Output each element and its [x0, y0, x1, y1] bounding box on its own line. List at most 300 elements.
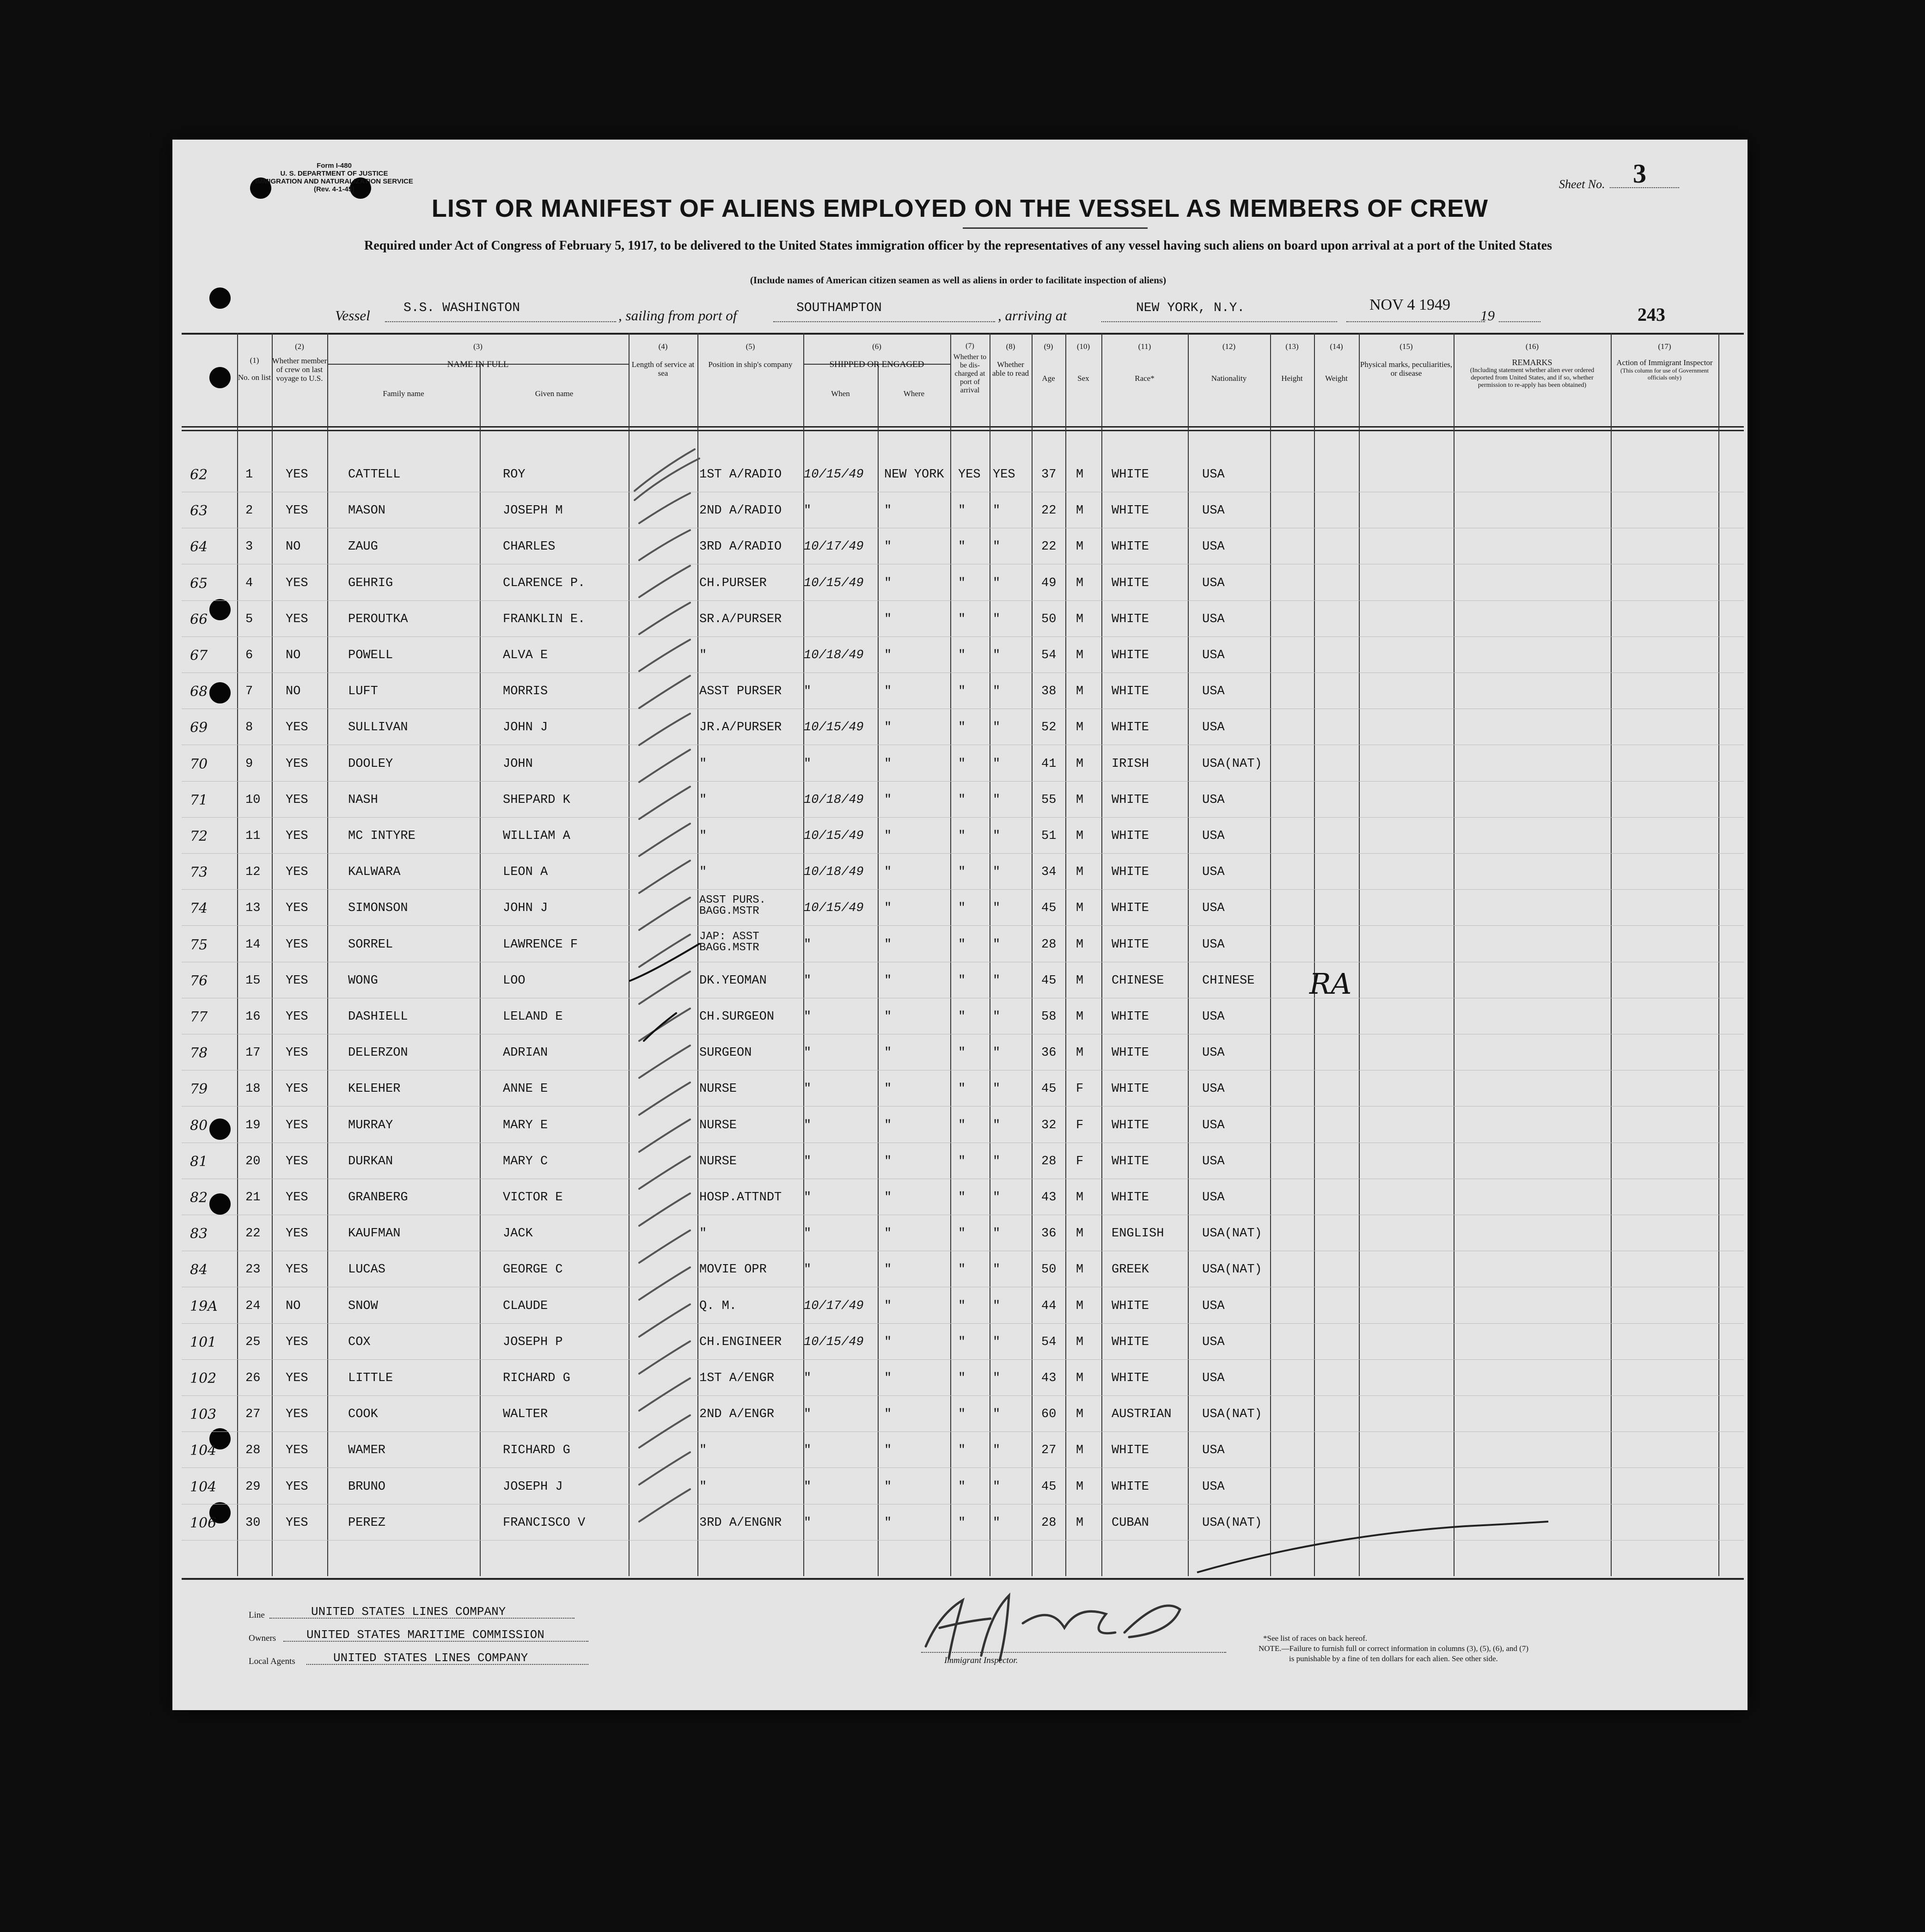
header-nationality: (12) Nationality: [1211, 342, 1247, 383]
header-race: (11) Race*: [1135, 342, 1155, 383]
row-age: 37: [1041, 468, 1057, 482]
row-given-name: CLAUDE: [503, 1299, 548, 1313]
row-age: 27: [1041, 1443, 1057, 1458]
header-where: Where: [903, 389, 925, 398]
header-age: (9) Age: [1042, 342, 1055, 383]
row-ref-number: 103: [190, 1406, 217, 1423]
row-ref-number: 84: [190, 1262, 208, 1278]
header-when: When: [831, 389, 850, 398]
row-shipped-where: ": [884, 1191, 892, 1204]
row-given-name: MARY E: [503, 1118, 548, 1132]
row-sex: M: [1076, 612, 1084, 626]
row-given-name: GEORGE C: [503, 1263, 563, 1277]
header-shipped: (6) SHIPPED OR ENGAGED: [829, 342, 924, 369]
row-ref-number: 79: [190, 1081, 208, 1098]
header-name-in-full: (3) NAME IN FULL: [447, 342, 509, 369]
row-ref-number: 62: [190, 467, 208, 483]
row-age: 28: [1041, 1154, 1057, 1168]
row-age: 28: [1041, 937, 1057, 952]
row-discharged: ": [958, 1299, 966, 1313]
row-sex: M: [1076, 540, 1084, 554]
row-last-voyage: YES: [286, 1407, 308, 1422]
row-race: WHITE: [1112, 901, 1149, 916]
row-able-read: ": [993, 648, 1001, 662]
header-discharged: (7) Whether to be dis-charged at port of arrival: [953, 342, 987, 394]
row-family-name: MASON: [348, 504, 386, 518]
row-list-number: 28: [245, 1443, 261, 1458]
row-nationality: USA: [1202, 1010, 1225, 1024]
row-shipped-where: ": [884, 865, 892, 880]
row-divider: [182, 600, 1744, 601]
form-number: Form I-480: [317, 162, 352, 170]
row-race: WHITE: [1112, 648, 1149, 662]
header-height: (13) Height: [1281, 342, 1303, 383]
row-discharged: ": [958, 612, 966, 626]
row-able-read: ": [993, 757, 1001, 771]
row-race: WHITE: [1112, 1082, 1149, 1096]
row-nationality: USA: [1202, 1480, 1225, 1494]
row-ref-number: 70: [190, 756, 208, 772]
manifest-sheet: [172, 140, 1748, 1710]
row-discharged: ": [958, 1480, 966, 1494]
row-given-name: JACK: [503, 1227, 533, 1241]
header-rule: [182, 430, 1744, 431]
row-shipped-where: ": [884, 540, 892, 554]
row-discharged: ": [958, 1191, 966, 1204]
row-ref-number: 19A: [190, 1298, 218, 1314]
row-shipped-where: ": [884, 1335, 892, 1349]
row-last-voyage: YES: [286, 1191, 308, 1204]
row-able-read: ": [993, 721, 1001, 735]
row-position: NURSE: [699, 1082, 737, 1096]
row-nationality: USA: [1202, 685, 1225, 699]
row-age: 44: [1041, 1299, 1057, 1313]
column-divider: [480, 364, 481, 1576]
row-given-name: ALVA E: [503, 648, 548, 662]
row-shipped-when: 10/15/49: [804, 576, 864, 590]
row-discharged: ": [958, 1335, 966, 1349]
row-nationality: USA: [1202, 504, 1225, 518]
row-last-voyage: YES: [286, 973, 308, 988]
row-discharged: ": [958, 757, 966, 771]
row-given-name: LAWRENCE F: [503, 937, 578, 952]
row-given-name: JOHN J: [503, 721, 548, 735]
row-discharged: ": [958, 829, 966, 843]
row-age: 49: [1041, 576, 1057, 590]
row-position: 1ST A/ENGR: [699, 1371, 775, 1385]
row-list-number: 12: [245, 865, 261, 880]
row-sex: M: [1076, 901, 1084, 916]
row-shipped-when: ": [804, 1516, 812, 1530]
row-position: 2ND A/RADIO: [699, 504, 782, 518]
row-nationality: USA(NAT): [1202, 757, 1262, 771]
row-shipped-where: ": [884, 1010, 892, 1024]
row-shipped-where: ": [884, 1118, 892, 1132]
row-sex: M: [1076, 468, 1084, 482]
row-sex: M: [1076, 757, 1084, 771]
column-divider: [1359, 333, 1360, 1576]
row-family-name: GEHRIG: [348, 576, 393, 590]
row-last-voyage: YES: [286, 1082, 308, 1096]
row-ref-number: 106: [190, 1515, 217, 1531]
inspector-rule: [921, 1652, 1226, 1653]
row-family-name: MURRAY: [348, 1118, 393, 1132]
row-race: WHITE: [1112, 468, 1149, 482]
row-nationality: USA(NAT): [1202, 1227, 1262, 1241]
penalty-note: NOTE.—Failure to furnish full or correct information in columns (3), (5), (6), and (7): [1259, 1644, 1528, 1653]
row-shipped-where: ": [884, 1227, 892, 1241]
row-nationality: USA: [1202, 1335, 1225, 1349]
row-divider: [182, 1395, 1744, 1396]
row-age: 43: [1041, 1191, 1057, 1204]
row-given-name: VICTOR E: [503, 1191, 563, 1204]
row-position: CH.SURGEON: [699, 1010, 775, 1024]
row-given-name: CLARENCE P.: [503, 576, 586, 590]
row-nationality: USA(NAT): [1202, 1516, 1262, 1530]
row-able-read: ": [993, 1263, 1001, 1277]
row-position: HOSP.ATTNDT: [699, 1191, 782, 1204]
row-position: CH.PURSER: [699, 576, 767, 590]
row-last-voyage: YES: [286, 576, 308, 590]
row-shipped-when: ": [804, 1480, 812, 1494]
row-sex: F: [1076, 1082, 1084, 1096]
department-name: U. S. DEPARTMENT OF JUSTICE: [280, 170, 388, 177]
row-family-name: DASHIELL: [348, 1010, 408, 1024]
row-shipped-when: ": [804, 973, 812, 988]
row-shipped-when: 10/17/49: [804, 1299, 864, 1313]
row-position: JAP: ASST BAGG.MSTR: [699, 930, 759, 954]
row-given-name: FRANCISCO V: [503, 1516, 586, 1530]
header-position: (5) Position in ship's company: [708, 342, 793, 369]
row-able-read: ": [993, 540, 1001, 554]
row-list-number: 21: [245, 1191, 261, 1204]
row-sex: F: [1076, 1118, 1084, 1132]
row-race: WHITE: [1112, 1191, 1149, 1204]
row-able-read: ": [993, 901, 1001, 916]
year-rule: [1499, 321, 1540, 322]
row-ref-number: 83: [190, 1226, 208, 1242]
row-discharged: ": [958, 865, 966, 880]
port-from: SOUTHAMPTON: [796, 301, 882, 315]
row-divider: [182, 781, 1744, 782]
row-race: IRISH: [1112, 757, 1149, 771]
row-position: MOVIE OPR: [699, 1263, 767, 1277]
row-shipped-when: ": [804, 1443, 812, 1458]
row-list-number: 17: [245, 1046, 261, 1060]
row-sex: M: [1076, 721, 1084, 735]
row-last-voyage: YES: [286, 1118, 308, 1132]
row-nationality: USA: [1202, 829, 1225, 843]
row-shipped-when: 10/17/49: [804, 540, 864, 554]
row-race: WHITE: [1112, 612, 1149, 626]
row-divider: [182, 817, 1744, 818]
row-race: WHITE: [1112, 1299, 1149, 1313]
row-nationality: USA(NAT): [1202, 1407, 1262, 1422]
row-shipped-when: ": [804, 1227, 812, 1241]
row-position: DK.YEOMAN: [699, 973, 767, 988]
row-last-voyage: YES: [286, 1335, 308, 1349]
row-discharged: ": [958, 1516, 966, 1530]
row-last-voyage: YES: [286, 793, 308, 807]
row-family-name: MC INTYRE: [348, 829, 416, 843]
closing-pen-stroke: [1188, 1508, 1558, 1582]
row-position: 3RD A/RADIO: [699, 540, 782, 554]
row-shipped-when: ": [804, 937, 812, 952]
row-given-name: CHARLES: [503, 540, 556, 554]
penalty-note-continued: is punishable by a fine of ten dollars for each alien. See other side.: [1289, 1654, 1498, 1663]
row-age: 34: [1041, 865, 1057, 880]
row-sex: M: [1076, 648, 1084, 662]
header-family-name: Family name: [383, 389, 424, 398]
row-family-name: DELERZON: [348, 1046, 408, 1060]
arriving-label: , arriving at: [998, 307, 1067, 324]
row-position: Q. M.: [699, 1299, 737, 1313]
port-from-rule: [773, 321, 995, 322]
row-sex: M: [1076, 937, 1084, 952]
row-list-number: 27: [245, 1407, 261, 1422]
row-last-voyage: YES: [286, 937, 308, 952]
row-discharged: ": [958, 1010, 966, 1024]
row-list-number: 2: [245, 504, 253, 518]
sheet-number: 3: [1633, 159, 1646, 189]
row-position: ": [699, 648, 707, 662]
row-race: WHITE: [1112, 540, 1149, 554]
row-age: 51: [1041, 829, 1057, 843]
row-race: WHITE: [1112, 1010, 1149, 1024]
row-shipped-when: ": [804, 757, 812, 771]
row-list-number: 20: [245, 1154, 261, 1168]
row-sex: M: [1076, 973, 1084, 988]
row-ref-number: 101: [190, 1334, 217, 1351]
row-nationality: USA: [1202, 648, 1225, 662]
form-revision: (Rev. 4-1-45): [313, 185, 355, 193]
row-nationality: USA: [1202, 1154, 1225, 1168]
row-last-voyage: YES: [286, 1046, 308, 1060]
row-age: 28: [1041, 1516, 1057, 1530]
row-shipped-where: ": [884, 829, 892, 843]
header-able-read: (8) Whether able to read: [992, 342, 1029, 378]
row-age: 55: [1041, 793, 1057, 807]
row-shipped-when: 10/18/49: [804, 793, 864, 807]
column-divider: [1065, 333, 1066, 1576]
row-list-number: 16: [245, 1010, 261, 1024]
row-last-voyage: NO: [286, 685, 301, 699]
vessel-line: [172, 296, 1748, 328]
row-able-read: ": [993, 1407, 1001, 1422]
row-last-voyage: YES: [286, 721, 308, 735]
form-identification: [251, 162, 417, 193]
row-family-name: BRUNO: [348, 1480, 386, 1494]
row-nationality: USA: [1202, 540, 1225, 554]
row-last-voyage: NO: [286, 540, 301, 554]
row-last-voyage: YES: [286, 1516, 308, 1530]
row-shipped-when: ": [804, 1154, 812, 1168]
row-race: WHITE: [1112, 576, 1149, 590]
page-subnote: (Include names of American citizen seamen as well as aliens in order to facilitate inspection of aliens): [750, 275, 1167, 286]
header-no-on-list: (1) No. on list: [238, 356, 271, 382]
row-able-read: ": [993, 865, 1001, 880]
row-family-name: LUCAS: [348, 1263, 386, 1277]
row-age: 50: [1041, 1263, 1057, 1277]
row-ref-number: 75: [190, 936, 208, 953]
row-sex: M: [1076, 1227, 1084, 1241]
row-shipped-when: ": [804, 1371, 812, 1385]
row-list-number: 22: [245, 1227, 261, 1241]
vessel-rule: [385, 321, 616, 322]
row-last-voyage: YES: [286, 829, 308, 843]
row-shipped-where: ": [884, 757, 892, 771]
row-age: 45: [1041, 973, 1057, 988]
row-divider: [182, 1431, 1744, 1432]
date-stamp: NOV 4 1949: [1369, 296, 1451, 313]
row-given-name: MORRIS: [503, 685, 548, 699]
row-race: WHITE: [1112, 793, 1149, 807]
row-position: 1ST A/RADIO: [699, 468, 782, 482]
row-age: 45: [1041, 901, 1057, 916]
row-shipped-where: ": [884, 901, 892, 916]
row-discharged: ": [958, 1227, 966, 1241]
row-age: 22: [1041, 504, 1057, 518]
row-list-number: 8: [245, 721, 253, 735]
row-shipped-when: ": [804, 685, 812, 699]
row-nationality: USA: [1202, 901, 1225, 916]
row-ref-number: 80: [190, 1117, 208, 1134]
row-family-name: DOOLEY: [348, 757, 393, 771]
row-given-name: LOO: [503, 973, 526, 988]
row-shipped-when: ": [804, 1010, 812, 1024]
row-able-read: ": [993, 1371, 1001, 1385]
row-able-read: ": [993, 504, 1001, 518]
row-age: 41: [1041, 757, 1057, 771]
row-shipped-where: NEW YORK: [884, 468, 944, 482]
row-race: WHITE: [1112, 1046, 1149, 1060]
row-discharged: ": [958, 1407, 966, 1422]
row-nationality: USA: [1202, 1082, 1225, 1096]
column-divider: [1101, 333, 1102, 1576]
port-to: NEW YORK, N.Y.: [1136, 301, 1245, 315]
row-family-name: POWELL: [348, 648, 393, 662]
row-position: ": [699, 757, 707, 771]
row-discharged: ": [958, 1154, 966, 1168]
row-position: SURGEON: [699, 1046, 752, 1060]
row-race: WHITE: [1112, 829, 1149, 843]
row-able-read: ": [993, 1443, 1001, 1458]
row-given-name: JOHN J: [503, 901, 548, 916]
row-position: ": [699, 1443, 707, 1458]
port-to-rule: [1101, 321, 1337, 322]
row-given-name: JOSEPH J: [503, 1480, 563, 1494]
row-shipped-where: ": [884, 504, 892, 518]
row-nationality: USA: [1202, 1371, 1225, 1385]
line-label: Line: [249, 1610, 265, 1620]
row-shipped-when: ": [804, 1082, 812, 1096]
row-shipped-where: ": [884, 1443, 892, 1458]
row-shipped-when: 10/18/49: [804, 865, 864, 880]
row-age: 58: [1041, 1010, 1057, 1024]
row-discharged: ": [958, 504, 966, 518]
row-age: 22: [1041, 540, 1057, 554]
row-sex: M: [1076, 865, 1084, 880]
owners-label: Owners: [249, 1633, 276, 1643]
row-able-read: ": [993, 1480, 1001, 1494]
row-race: WHITE: [1112, 721, 1149, 735]
row-shipped-when: 10/15/49: [804, 721, 864, 735]
row-sex: M: [1076, 1263, 1084, 1277]
row-age: 60: [1041, 1407, 1057, 1422]
crew-table: [182, 333, 1744, 1580]
row-able-read: ": [993, 793, 1001, 807]
row-race: CHINESE: [1112, 973, 1164, 988]
handwritten-remark: RA: [1309, 967, 1352, 1001]
row-sex: M: [1076, 1046, 1084, 1060]
row-last-voyage: YES: [286, 1263, 308, 1277]
row-nationality: USA: [1202, 1191, 1225, 1204]
owners-value: UNITED STATES MARITIME COMMISSION: [306, 1628, 544, 1642]
row-nationality: USA(NAT): [1202, 1263, 1262, 1277]
row-discharged: ": [958, 1118, 966, 1132]
row-nationality: USA: [1202, 721, 1225, 735]
header-weight: (14) Weight: [1325, 342, 1348, 383]
row-shipped-where: ": [884, 1154, 892, 1168]
row-given-name: LEON A: [503, 865, 548, 880]
row-family-name: GRANBERG: [348, 1191, 408, 1204]
column-divider: [950, 333, 951, 1576]
column-divider: [272, 333, 273, 1576]
row-list-number: 6: [245, 648, 253, 662]
row-able-read: ": [993, 1191, 1001, 1204]
row-nationality: USA: [1202, 1046, 1225, 1060]
row-shipped-where: ": [884, 1046, 892, 1060]
row-position: ASST PURS. BAGG.MSTR: [699, 894, 766, 918]
row-able-read: ": [993, 937, 1001, 952]
row-divider: [182, 925, 1744, 926]
row-ref-number: 64: [190, 539, 208, 556]
row-race: WHITE: [1112, 504, 1149, 518]
row-ref-number: 72: [190, 828, 208, 844]
row-age: 54: [1041, 648, 1057, 662]
row-sex: M: [1076, 1443, 1084, 1458]
row-ref-number: 82: [190, 1190, 208, 1206]
row-shipped-when: 10/15/49: [804, 468, 864, 482]
row-given-name: MARY C: [503, 1154, 548, 1168]
row-position: 2ND A/ENGR: [699, 1407, 775, 1422]
row-given-name: ROY: [503, 468, 526, 482]
row-ref-number: 73: [190, 864, 208, 881]
line-value: UNITED STATES LINES COMPANY: [311, 1605, 506, 1619]
row-discharged: ": [958, 1046, 966, 1060]
row-race: WHITE: [1112, 865, 1149, 880]
row-shipped-when: ": [804, 504, 812, 518]
row-family-name: KALWARA: [348, 865, 401, 880]
row-age: 45: [1041, 1480, 1057, 1494]
row-list-number: 23: [245, 1263, 261, 1277]
row-given-name: WILLIAM A: [503, 829, 570, 843]
row-shipped-where: ": [884, 1371, 892, 1385]
row-last-voyage: YES: [286, 1010, 308, 1024]
row-given-name: LELAND E: [503, 1010, 563, 1024]
page-stamp: 243: [1638, 304, 1665, 325]
row-given-name: ANNE E: [503, 1082, 548, 1096]
page-subtitle: Required under Act of Congress of February 5, 1917, to be delivered to the United States immigration officer by the representatives of any vessel having such aliens on board upon arrival at a port of the United States: [364, 238, 1552, 253]
row-divider: [182, 889, 1744, 890]
row-list-number: 9: [245, 757, 253, 771]
row-family-name: PEREZ: [348, 1516, 386, 1530]
row-age: 45: [1041, 1082, 1057, 1096]
line-rule: [269, 1618, 574, 1619]
row-last-voyage: YES: [286, 901, 308, 916]
row-list-number: 14: [245, 937, 261, 952]
row-shipped-where: ": [884, 1480, 892, 1494]
